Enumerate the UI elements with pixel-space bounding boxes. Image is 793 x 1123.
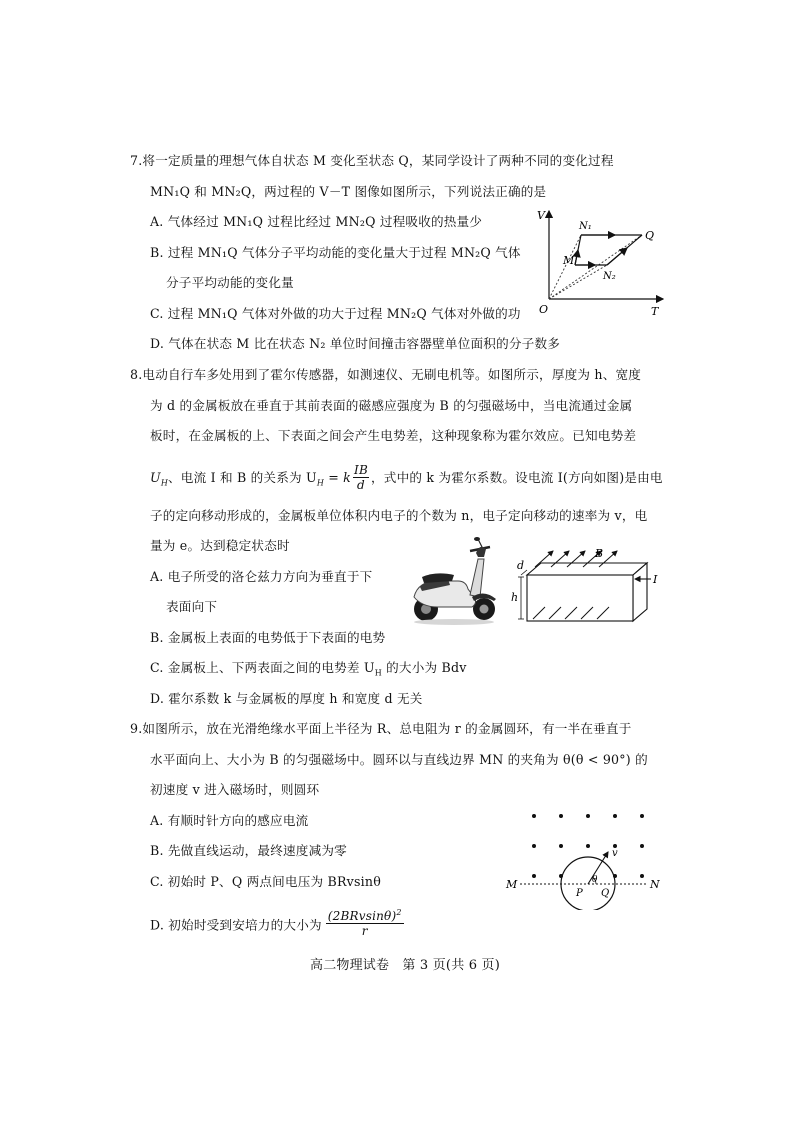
q8-option-d: D. 霍尔系数 k 与金属板的厚度 h 和宽度 d 无关 xyxy=(150,691,423,706)
q7-stem-line-2: MN₁Q 和 MN₂Q，两过程的 V－T 图像如图所示，下列说法正确的是 xyxy=(150,184,547,199)
label-b: B xyxy=(595,547,604,560)
q7-option-b: B. 过程 MN₁Q 气体分子平均动能的变化量大于过程 MN₂Q 气体 xyxy=(150,245,521,260)
q9-option-d-exp: 2 xyxy=(396,908,402,917)
label-n: N xyxy=(650,878,660,891)
q8-uh-symbol: U xyxy=(150,470,161,485)
point-q-label: Q xyxy=(645,229,655,242)
q8-equals-k: = k xyxy=(324,470,352,485)
q8-fraction-num: IB xyxy=(354,463,368,477)
q9-option-b: B. 先做直线运动，最终速度减为零 xyxy=(150,843,347,858)
q8-uh-sub-2: H xyxy=(316,478,325,488)
q9-option-d-num-wrap xyxy=(326,906,404,924)
t-axis-label: T xyxy=(651,305,659,318)
q9-option-d-num: (2BRvsinθ) xyxy=(327,909,397,923)
q7-stem-line-1: 7.将一定质量的理想气体自状态 M 变化至状态 Q，某同学设计了两种不同的变化过程 xyxy=(130,153,614,168)
origin-label: O xyxy=(539,303,549,316)
label-p: P xyxy=(576,888,583,899)
label-d: d xyxy=(517,559,525,572)
plate-top-face xyxy=(527,563,647,575)
point-n1-label: N₁ xyxy=(579,221,592,232)
point-m-label: M xyxy=(563,254,575,267)
q8-option-c-sub: H xyxy=(374,668,382,678)
q9-option-d-text: D. 初始时受到安培力的大小为 xyxy=(150,917,322,933)
q8-line-1: 8.电动自行车多处用到了霍尔传感器，如测速仪、无刷电机等。如图所示，厚度为 h、宽度 xyxy=(130,367,642,382)
point-n2-label: N₂ xyxy=(603,271,616,282)
label-h: h xyxy=(511,591,519,604)
q8-option-c xyxy=(150,659,467,683)
q8-relation-end: ，式中的 k 为霍尔系数。设电流 I(方向如图)是由电 xyxy=(370,470,663,485)
hall-plate-figure xyxy=(505,535,665,625)
q7-option-b-cont: 分子平均动能的变化量 xyxy=(166,275,294,290)
plate-front-face xyxy=(527,575,633,621)
q8-uh-sub: H xyxy=(160,478,169,488)
label-i: I xyxy=(653,573,658,586)
v-axis-label: V xyxy=(537,209,545,222)
q8-fraction xyxy=(353,463,369,492)
q9-option-d-fraction xyxy=(326,906,404,938)
q9-line-2: 水平面向上、大小为 B 的匀强磁场中。圆环以与直线边界 MN 的夹角为 θ(θ < 90°) 的 xyxy=(150,752,648,767)
q7-option-d: D. 气体在状态 M 比在状态 N₂ 单位时间撞击容器壁单位面积的分子数多 xyxy=(150,336,561,351)
field-dots xyxy=(532,814,644,878)
q9-ring-figure xyxy=(500,800,675,910)
q8-option-b: B. 金属板上表面的电势低于下表面的电势 xyxy=(150,630,386,645)
label-v: v xyxy=(612,848,618,859)
q7-vt-graph xyxy=(535,205,670,320)
label-theta: θ xyxy=(592,875,598,885)
q8-line-2: 为 d 的金属板放在垂直于其前表面的磁感应强度为 B 的匀强磁场中，当电流通过金属 xyxy=(150,398,633,413)
q8-line-5: 子的定向移动形成的，金属板单位体积内电子的个数为 n，电子定向移动的速率为 v，电 xyxy=(150,508,648,523)
q8-line-6: 量为 e。达到稳定状态时 xyxy=(150,538,290,553)
q8-line-4 xyxy=(150,464,663,493)
q9-option-d xyxy=(150,910,404,942)
q7-option-a: A. 气体经过 MN₁Q 过程比经过 MN₂Q 过程吸收的热量少 xyxy=(150,214,483,229)
label-q: Q xyxy=(601,888,610,899)
q8-option-c-text: C. 金属板上、下两表面之间的电势差 U xyxy=(150,660,375,675)
q9-option-a: A. 有顺时针方向的感应电流 xyxy=(150,813,309,828)
scooter-image xyxy=(408,537,498,625)
q9-option-d-den: r xyxy=(361,924,368,938)
q8-option-a-cont: 表面向下 xyxy=(166,599,218,614)
q8-option-c-end: 的大小为 Bdv xyxy=(381,660,467,675)
q9-option-c: C. 初始时 P、Q 两点间电压为 BRvsinθ xyxy=(150,874,381,889)
q8-line-3: 板时，在金属板的上、下表面之间会产生电势差，这种现象称为霍尔效应。已知电势差 xyxy=(150,428,637,443)
q9-line-1: 9.如图所示，放在光滑绝缘水平面上半径为 R、总电阻为 r 的金属圆环，有一半在垂直于 xyxy=(130,721,632,736)
q7-option-c: C. 过程 MN₁Q 气体对外做的功大于过程 MN₂Q 气体对外做的功 xyxy=(150,306,521,321)
label-m: M xyxy=(506,878,518,891)
q8-option-a: A. 电子所受的洛仑兹力方向为垂直于下 xyxy=(150,569,373,584)
q8-relation-text: 、电流 I 和 B 的关系为 U xyxy=(168,470,317,485)
q8-fraction-den: d xyxy=(357,478,365,492)
q9-line-3: 初速度 v 进入磁场时，则圆环 xyxy=(150,782,320,797)
page-footer: 高二物理试卷 第 3 页(共 6 页) xyxy=(310,958,501,973)
